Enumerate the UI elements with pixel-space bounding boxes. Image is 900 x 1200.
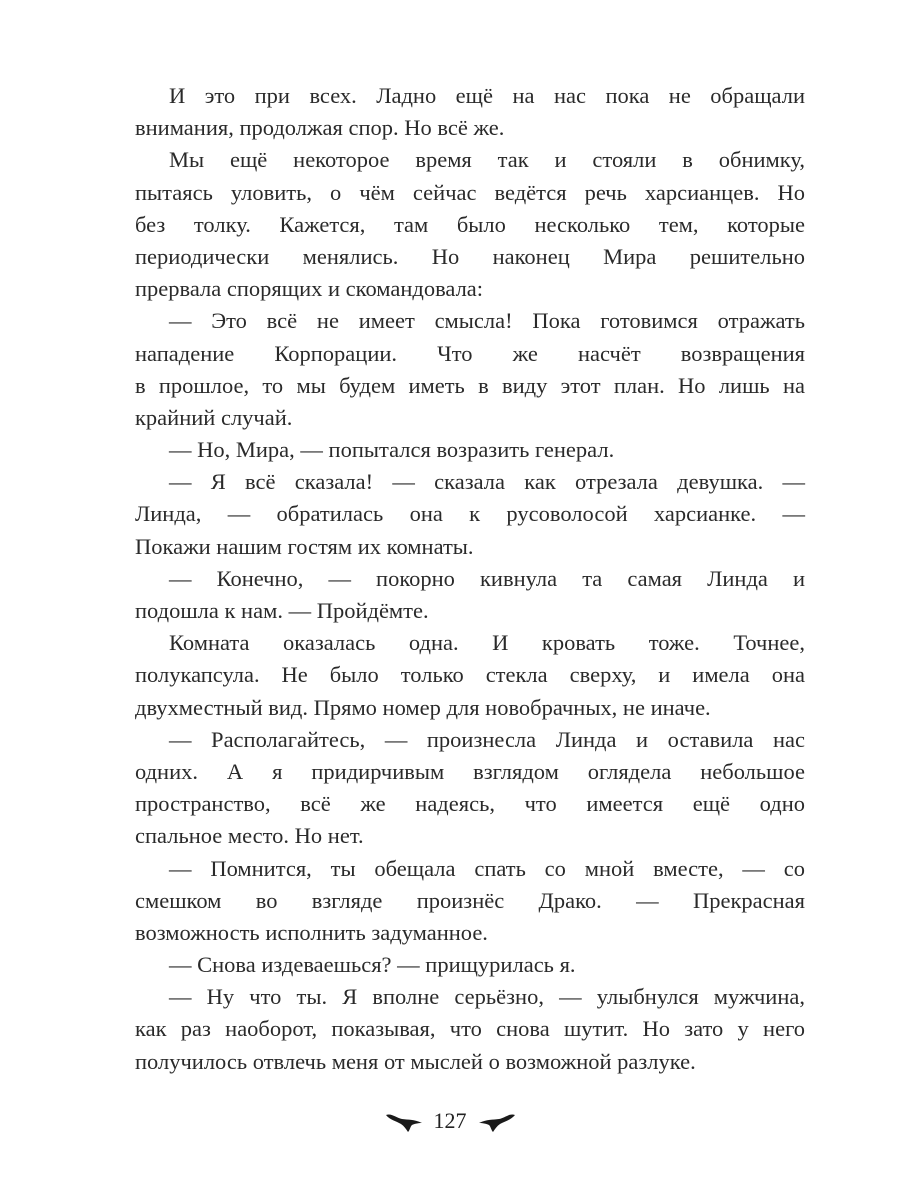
text-line: подошла к нам. — Пройдёмте. — [135, 598, 429, 623]
horn-ornament-left-icon — [384, 1109, 428, 1133]
text-line: получилось отвлечь меня от мыслей о возможной разлуке. — [135, 1048, 696, 1074]
text-line: — Располагайтесь, — произнесла Линда и оставила нас — [169, 726, 805, 752]
text-line: — Это всё не имеет смысла! Пока готовимся отражать — [169, 308, 805, 334]
text-line: Покажи нашим гостям их комнаты. — [135, 533, 474, 559]
text-line: внимания, продолжая спор. Но всё же. — [135, 115, 505, 141]
text-line: полукапсула. Не было только стекла сверху, и имела она — [135, 662, 805, 688]
paragraph — [135, 305, 805, 434]
paragraph — [135, 981, 805, 1078]
paragraph — [135, 466, 805, 563]
text-line: — Я всё сказала! — сказала как отрезала девушка. — — [169, 469, 805, 495]
paragraph — [135, 724, 805, 853]
text-line: крайний случай. — [135, 404, 293, 430]
text-line: одних. А я придирчивым взглядом оглядела небольшое — [135, 758, 805, 784]
paragraph — [135, 563, 805, 627]
text-line: прервала спорящих и скомандовала: — [135, 276, 484, 302]
book-text — [135, 80, 805, 1078]
text-line: возможность исполнить задуманное. — [135, 919, 488, 945]
text-line: смешком во взгляде произнёс Драко. — Прекрасная — [135, 887, 805, 913]
paragraph — [135, 80, 805, 144]
text-line: периодически менялись. Но наконец Мира решительно — [135, 243, 805, 269]
page-number: 127 — [433, 1108, 467, 1133]
horn-ornament-right-icon — [473, 1109, 517, 1133]
text-line: — Но, Мира, — попытался возразить генерал. — [169, 437, 615, 463]
paragraph — [135, 949, 805, 981]
text-line: двухместный вид. Прямо номер для новобрачных, не иначе. — [135, 694, 711, 720]
text-line: в прошлое, то мы будем иметь в виду этот план. Но лишь на — [135, 372, 805, 398]
text-line: Линда, — обратилась она к русоволосой харсианке. — — [135, 501, 805, 527]
paragraph — [135, 434, 805, 466]
text-line: — Конечно, — покорно кивнула та самая Линда и — [169, 565, 805, 591]
text-line: Мы ещё некоторое время так и стояли в обнимку, — [169, 147, 805, 173]
page-footer — [0, 1108, 900, 1134]
text-line: И это при всех. Ладно ещё на нас пока не обращали — [169, 83, 805, 108]
text-line: нападение Корпорации. Что же насчёт возвращения — [135, 340, 805, 366]
text-line: без толку. Кажется, там было несколько тем, которые — [135, 211, 805, 237]
text-line: — Снова издеваешься? — прищурилась я. — [169, 952, 576, 978]
paragraph — [135, 853, 805, 950]
paragraph — [135, 144, 805, 305]
text-line: Комната оказалась одна. И кровать тоже. Точнее, — [169, 630, 805, 656]
text-line: — Ну что ты. Я вполне серьёзно, — улыбнулся мужчина, — [169, 984, 805, 1010]
text-line: пытаясь уловить, о чём сейчас ведётся речь харсианцев. Но — [135, 179, 805, 205]
text-line: как раз наоборот, показывая, что снова шутит. Но зато у него — [135, 1016, 805, 1042]
paragraph — [135, 627, 805, 724]
text-line: пространство, всё же надеясь, что имеется ещё одно — [135, 791, 805, 817]
text-line: — Помнится, ты обещала спать со мной вместе, — со — [169, 855, 805, 881]
text-line: спальное место. Но нет. — [135, 823, 364, 849]
